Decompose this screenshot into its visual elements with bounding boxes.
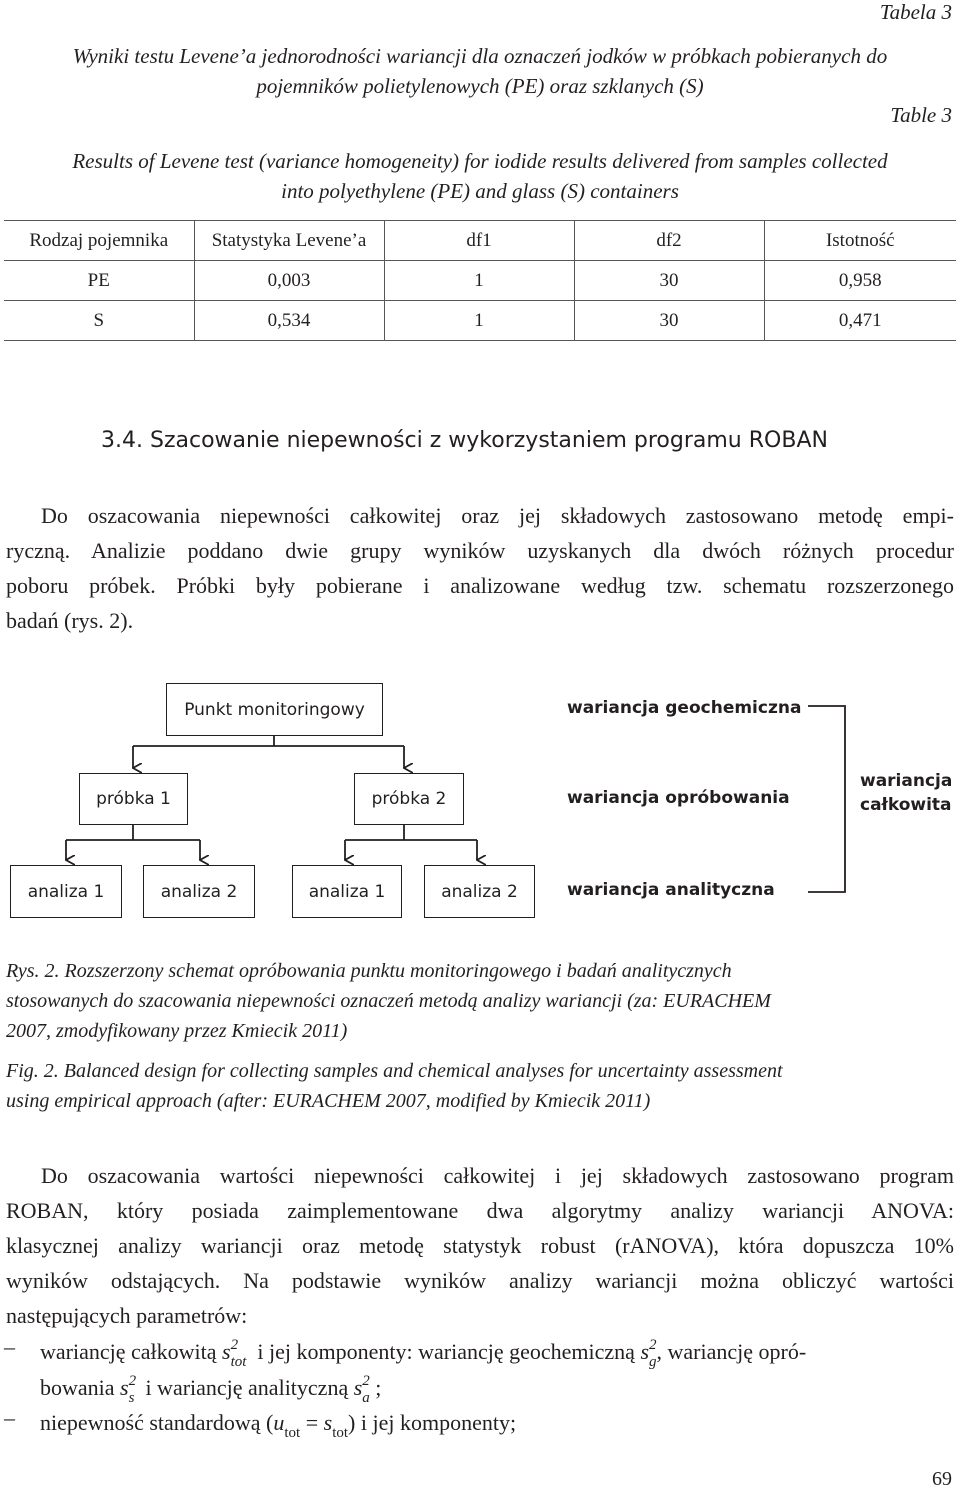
caption-line: Fig. 2. Balanced design for collecting samples and chemical analyses for uncertainty assessment	[6, 1060, 783, 1082]
math-symbol: s	[323, 1410, 333, 1435]
table-label-en: Table 3	[890, 103, 952, 127]
levene-table	[4, 220, 956, 341]
analysis-box: analiza 1	[292, 865, 402, 918]
paragraph-1	[6, 498, 954, 638]
table-header: Istotność	[764, 221, 956, 261]
table-cell: 0,958	[764, 261, 956, 301]
paragraph-line: poboru próbek. Próbki były pobierane i analizowane według tzw. schematu rozszerzonego	[6, 573, 954, 598]
bullet-2	[40, 1405, 954, 1444]
subscript: g	[649, 1354, 657, 1370]
table-cell: 0,471	[764, 301, 956, 341]
table-header: Rodzaj pojemnika	[4, 221, 194, 261]
table-title-pl-line1: Wyniki testu Levene’a jednorodności wariancji dla oznaczeń jodków w próbkach pobieranych do	[72, 44, 888, 68]
table-cell: 1	[384, 261, 574, 301]
bullet-text: wariancję całkowitą	[40, 1339, 217, 1364]
bullet-text: , wariancję opró-	[656, 1339, 807, 1364]
table-title-en-line1: Results of Levene test (variance homogeneity) for iodide results delivered from samples collected	[72, 149, 888, 173]
caption-line: using empirical approach (after: EURACHEM 2007, modified by Kmiecik 2011)	[6, 1090, 651, 1112]
math-symbol: s	[120, 1375, 129, 1400]
caption-line: stosowanych do szacowania niepewności oznaczeń metodą analizy wariancji (za: EURACHEM	[6, 990, 771, 1012]
table-cell: 1	[384, 301, 574, 341]
table-title-en-line2: into polyethylene (PE) and glass (S) containers	[281, 179, 679, 203]
bullet-text: i wariancję analityczną	[145, 1375, 349, 1400]
table-cell: S	[4, 301, 194, 341]
bullet-dash: –	[4, 1334, 15, 1359]
subscript: s	[128, 1390, 135, 1406]
subscript: tot	[332, 1425, 349, 1441]
bullet-text: ;	[375, 1375, 382, 1400]
bullet-dash: –	[4, 1405, 15, 1430]
sample-1-box: próbka 1	[79, 773, 188, 825]
subscript: a	[362, 1390, 370, 1406]
analytical-variance-label: wariancja analityczna	[567, 880, 775, 900]
math-symbol: s	[640, 1339, 649, 1364]
figure-caption-en	[6, 1056, 956, 1116]
table-header-row	[4, 221, 956, 261]
bullet-text: bowania	[40, 1375, 115, 1400]
paragraph-2	[6, 1158, 954, 1333]
table-header: Statystyka Levene’a	[194, 221, 384, 261]
math-symbol: u	[273, 1410, 285, 1435]
paragraph-line: następujących parametrów:	[6, 1303, 248, 1328]
table-title-pl-line2: pojemników polietylenowych (PE) oraz szklanych (S)	[256, 74, 704, 98]
paragraph-line: Do oszacowania niepewności całkowitej oraz jej składowych zastosowano metodę empi-	[41, 503, 954, 528]
bullet-text: =	[300, 1410, 324, 1435]
page-number: 69	[932, 1468, 952, 1490]
paragraph-line: klasycznej analizy wariancji oraz metodę statystyk robust (rANOVA), która dopuszcza 10%	[6, 1233, 954, 1258]
superscript: 2	[649, 1337, 657, 1353]
superscript: 2	[128, 1373, 137, 1389]
superscript: 2	[230, 1337, 239, 1353]
analysis-box: analiza 2	[143, 865, 255, 918]
table-cell: 0,003	[194, 261, 384, 301]
table-cell: 30	[574, 261, 764, 301]
table-row	[4, 261, 956, 301]
total-variance-label-2: całkowita	[860, 795, 952, 815]
figure-caption-pl	[6, 956, 956, 1046]
sampling-variance-label: wariancja opróbowania	[567, 788, 790, 808]
paragraph-line: Do oszacowania wartości niepewności całkowitej i jej składowych zastosowano program	[41, 1163, 954, 1188]
monitoring-point-box: Punkt monitoringowy	[166, 683, 383, 736]
table-header: df2	[574, 221, 764, 261]
total-variance-bracket	[808, 706, 845, 892]
table-cell: 30	[574, 301, 764, 341]
table-row	[4, 301, 956, 341]
bullet-text: i jej komponenty: wariancję geochemiczną	[257, 1339, 635, 1364]
table-cell: PE	[4, 261, 194, 301]
analysis-box: analiza 2	[424, 865, 535, 918]
bullet-text: niepewność standardową (	[40, 1410, 274, 1435]
bullet-1-line-1	[40, 1334, 954, 1373]
caption-line: Rys. 2. Rozszerzony schemat opróbowania punktu monitoringowego i badań analitycznych	[6, 960, 732, 982]
subscript: tot	[284, 1425, 301, 1441]
sample-2-box: próbka 2	[354, 773, 464, 825]
paragraph-line: ryczną. Analizie poddano dwie grupy wyników uzyskanych dla dwóch różnych procedur	[6, 538, 954, 563]
math-symbol: s	[222, 1339, 231, 1364]
bullet-1-line-2	[40, 1370, 954, 1409]
paragraph-line: badań (rys. 2).	[6, 608, 134, 633]
subscript: tot	[230, 1354, 247, 1370]
bullet-text: ) i jej komponenty;	[348, 1410, 517, 1435]
math-symbol: s	[353, 1375, 363, 1400]
table-label-pl: Tabela 3	[879, 0, 952, 24]
geochemical-variance-label: wariancja geochemiczna	[567, 698, 802, 718]
table-header: df1	[384, 221, 574, 261]
superscript: 2	[362, 1373, 370, 1389]
paragraph-line: wyników odstających. Na podstawie wyników analizy wariancji można obliczyć wartości	[6, 1268, 954, 1293]
total-variance-label-1: wariancja	[860, 771, 953, 791]
caption-line: 2007, zmodyfikowany przez Kmiecik 2011)	[6, 1020, 348, 1042]
section-title: 3.4. Szacowanie niepewności z wykorzystaniem programu ROBAN	[101, 428, 828, 453]
paragraph-line: ROBAN, który posiada zaimplementowane dwa algorytmy analizy wariancji ANOVA:	[6, 1198, 954, 1223]
analysis-box: analiza 1	[10, 865, 122, 918]
table-cell: 0,534	[194, 301, 384, 341]
